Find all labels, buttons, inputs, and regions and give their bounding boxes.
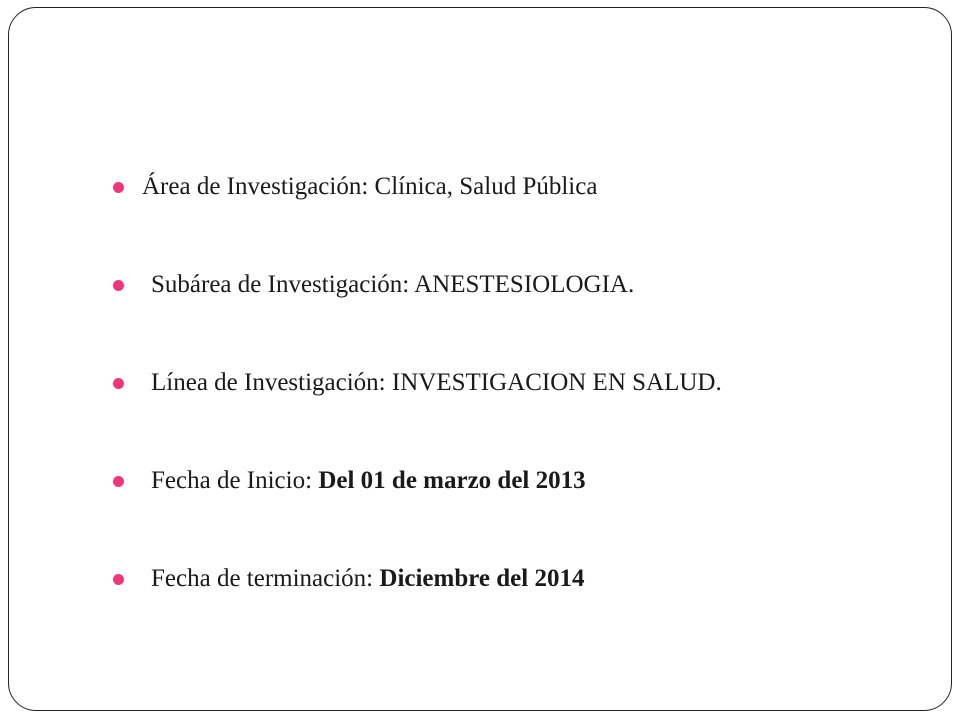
item-label: Línea de Investigación: INVESTIGACION EN SALUD. xyxy=(151,369,722,396)
item-label: Fecha de terminación: xyxy=(151,565,380,592)
list-item-fecha-terminacion xyxy=(113,550,722,608)
item-value: Del 01 de marzo del 2013 xyxy=(318,467,586,494)
bullet-list xyxy=(113,158,722,648)
list-item-fecha-inicio xyxy=(113,452,722,510)
bullet-dot-icon xyxy=(113,280,124,291)
bullet-dot-icon xyxy=(113,476,124,487)
bullet-dot-icon xyxy=(113,574,124,585)
item-label: Subárea de Investigación: ANESTESIOLOGIA. xyxy=(151,271,635,298)
list-item-subarea xyxy=(113,256,722,314)
item-value: Diciembre del 2014 xyxy=(379,565,585,592)
bullet-dot-icon xyxy=(113,378,124,389)
bullet-dot-icon xyxy=(113,182,124,193)
list-item-area xyxy=(113,158,722,216)
item-text xyxy=(151,467,586,495)
list-item-linea xyxy=(113,354,722,412)
slide-frame xyxy=(8,7,952,711)
item-label: Área de Investigación: Clínica, Salud Pública xyxy=(142,173,598,200)
item-label: Fecha de Inicio: xyxy=(151,467,319,494)
item-text xyxy=(151,565,584,593)
